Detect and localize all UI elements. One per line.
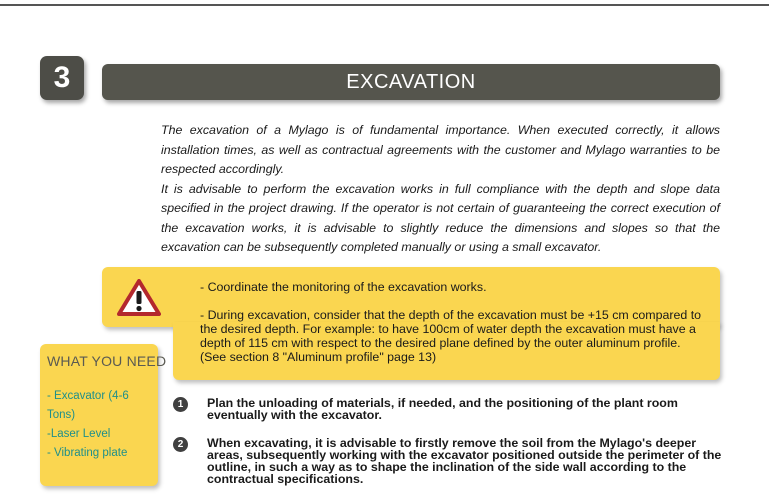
list-item: -Laser Level — [47, 428, 111, 440]
warning-line-2: - During excavation, consider that the depth of the excavation must be +15 cm compared to the desired depth. For example: to have 100cm of water depth the excavation must have a depth of 115 cm with respect to the desired plane defined by the outer aluminum profile. (See section 8 "Aluminum profile" page 13) — [200, 308, 702, 364]
section-number: 3 — [53, 61, 71, 94]
intro-paragraph-2: It is advisable to perform the excavation works in full compliance with the depth and slope data specified in the project drawing. If the operator is not certain of guaranteeing the correct execution of the excavation works, it is advisable to slightly reduce the dimensions and slopes so that the excavation can be subsequently completed manually or using a small excavator. — [161, 181, 720, 254]
step-text-1: Plan the unloading of materials, if needed, and the positioning of the plant room eventually with the excavator. — [207, 396, 678, 422]
section-title: EXCAVATION — [346, 70, 476, 93]
warning-triangle-icon — [117, 279, 161, 317]
intro-paragraph-1: The excavation of a Mylago is of fundamental importance. When executed correctly, it allows installation times, as well as contractual agreements with the customer and Mylago warranties to be respected accordingly. — [161, 123, 720, 176]
list-item: - Vibrating plate — [47, 447, 128, 459]
warning-text — [200, 280, 705, 378]
what-you-need-list — [47, 387, 155, 463]
what-you-need-title: WHAT YOU NEED — [47, 353, 167, 369]
step-text-2: When excavating, it is advisable to firstly remove the soil from the Mylago's deeper areas, subsequently working with the excavator positioned outside the perimeter of the outline, in such a way as to shape the inclination of the side wall according to the contractual specifications. — [207, 436, 722, 486]
intro-text — [161, 121, 720, 258]
list-item: - Excavator (4-6 Tons) — [47, 390, 129, 421]
step-number-2: 2 — [173, 437, 188, 452]
top-rule — [0, 4, 769, 6]
step-number-1: 1 — [173, 397, 188, 412]
section-header-bar — [102, 64, 720, 100]
warning-line-1: - Coordinate the monitoring of the excavation works. — [200, 280, 487, 294]
section-number-badge — [40, 56, 84, 100]
